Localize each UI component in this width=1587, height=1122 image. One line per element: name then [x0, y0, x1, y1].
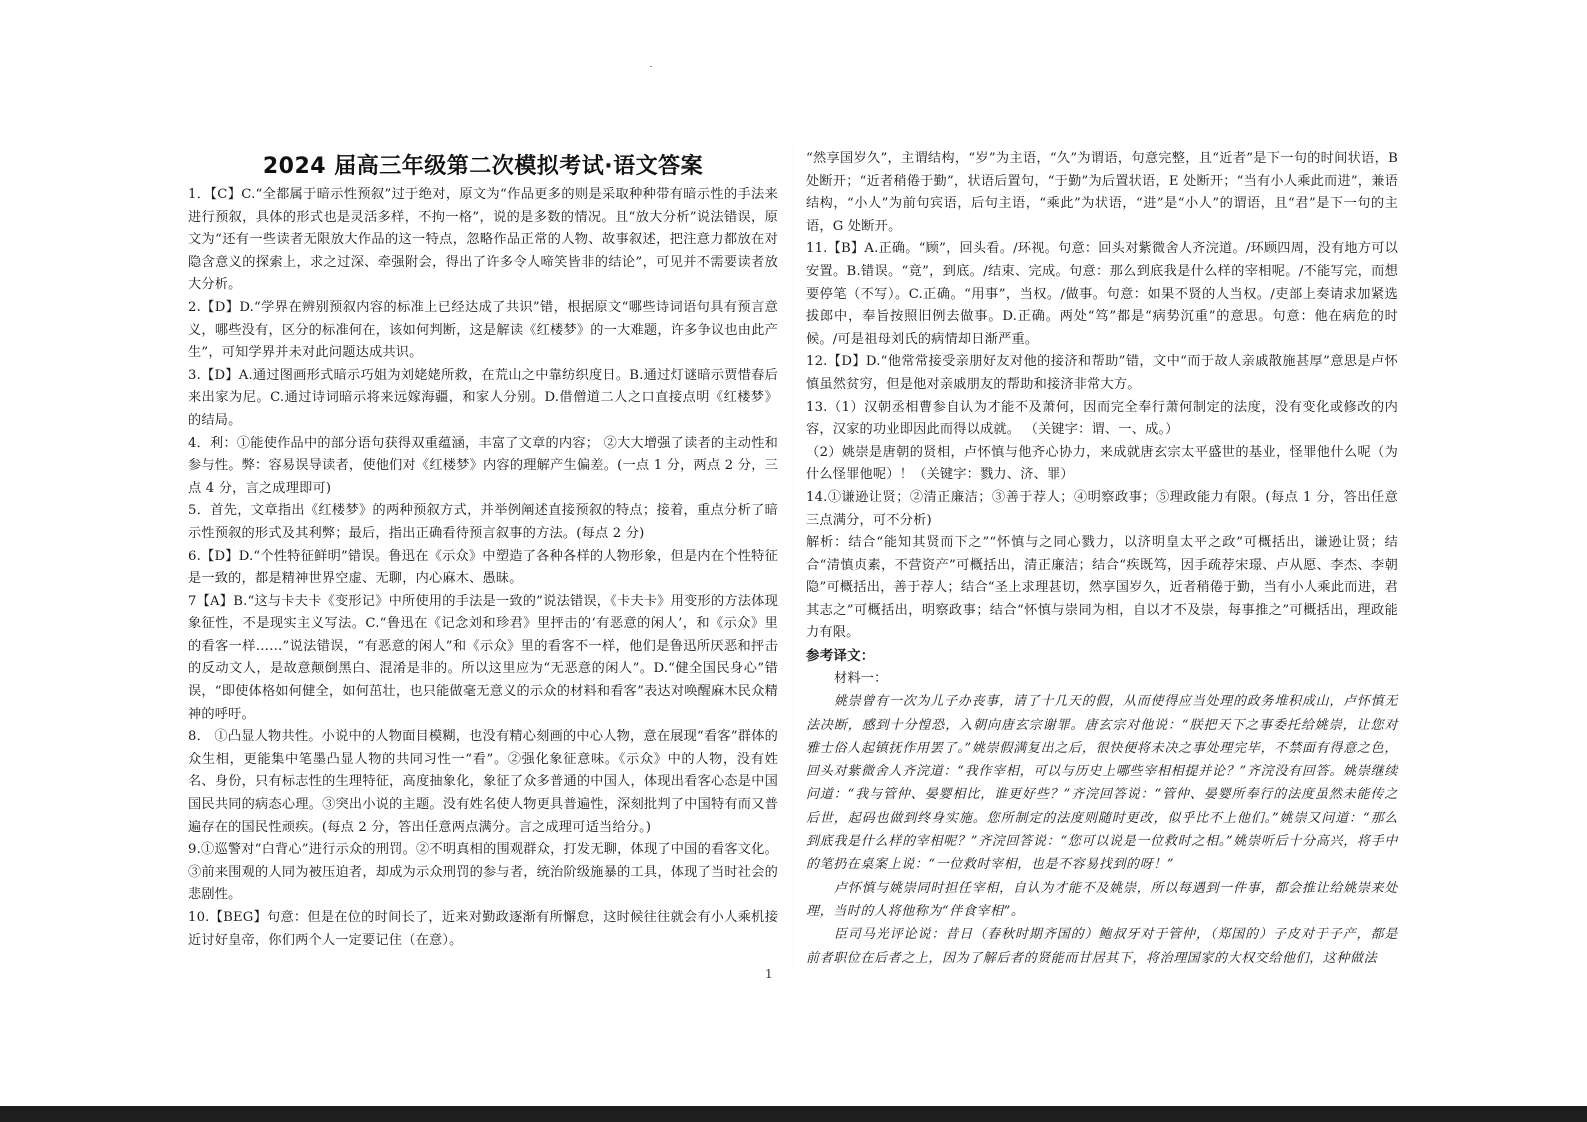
scan-bottom-edge: [0, 1106, 1587, 1122]
material-one-heading: 材料一：: [834, 670, 888, 686]
translation-paragraph: 卢怀慎与姚崇同时担任宰相，自认为才能不及姚崇，所以每遇到一件事，都会推让给姚崇来处理，当时的人将他称为“伴食宰相”。: [806, 880, 1398, 919]
page-number: 1: [765, 967, 773, 981]
answer-13-part-2: （2）姚崇是唐朝的贤相，卢怀慎与他齐心协力，来成就唐玄宗太平盛世的基业，怪罪他什么呢（为什么怪罪他呢）！（关键字：戮力、济、罪）: [806, 444, 1398, 483]
answer-9: 9.①巡警对“白背心”进行示众的刑罚。②不明真相的围观群众，打发无聊，体现了中国的看客文化。③前来围观的人同为被压迫者，却成为示众刑罚的参与者，统治阶级施暴的工具，体现了当时社会的悲剧性。: [188, 842, 778, 903]
answer-14: 14.①谦逊让贤；②清正廉洁；③善于荐人；④明察政事；⑤理政能力有限。(每点 1 分，答出任意三点满分，可不分析): [806, 489, 1398, 528]
translation-paragraph: 姚崇曾有一次为儿子办丧事，请了十几天的假，从而使得应当处理的政务堆积成山，卢怀慎无法决断，感到十分惶恐，入朝向唐玄宗谢罪。唐玄宗对他说：“朕把天下之事委托给姚崇，让您对雅士俗人起镇抚作用罢了。”姚崇假满复出之后，很快便将未决之事处理完毕，不禁面有得意之色，回头对紫微舍人齐浣道：“我作宰相，可以与历史上哪些宰相相提并论？”齐浣没有回答。姚崇继续问道：“我与管仲、晏婴相比，谁更好些？”齐浣回答说：“管仲、晏婴所奉行的法度虽然未能传之后世，起码也做到终身实施。您所制定的法度则随时更改，似乎比不上他们。”姚崇又问道：“那么到底我是什么样的宰相呢？”齐浣回答说：“您可以说是一位救时之相。”姚崇听后十分高兴，将手中的笔扔在桌案上说：“一位救时宰相，也是不容易找到的呀！”: [806, 694, 1398, 873]
answer-3: 3.【D】A.通过图画形式暗示巧姐为刘姥姥所救，在荒山之中靠纺织度日。B.通过灯谜暗示贾惜春后来出家为尼。C.通过诗词暗示将来远嫁海疆，和家人分别。D.借僧道二人之口直接点明《红楼梦》的结局。: [188, 367, 778, 428]
scan-speck: [650, 66, 652, 67]
answer-8: 8． ①凸显人物共性。小说中的人物面目模糊，也没有精心刻画的中心人物，意在展现“看客”群体的众生相，更能集中笔墨凸显人物的共同习性一“看”。②强化象征意味。《示众》中的人物，没有姓名、身份，只有标志性的生理特征，高度抽象化，象征了众多普通的中国人，体现出看客心态是中国国民共同的病态心理。③突出小说的主题。没有姓名使人物更具普遍性，深刻批判了中国特有而又普遍存在的国民性顽疾。(每点 2 分，答出任意两点满分。言之成理可适当给分。): [188, 729, 778, 835]
page-title: 2024 届高三年级第二次模拟考试·语文答案: [262, 154, 704, 179]
answer-13-part-1: 13.（1）汉朝丞相曹参自认为才能不及萧何，因而完全奉行萧何制定的法度，没有变化或修改的内容，汉家的功业即因此而得以成就。 （关键字：谓、一、成。）: [806, 399, 1398, 438]
answer-14-analysis: 解析：结合“能知其贤而下之”“怀慎与之同心戮力，以济明皇太平之政”可概括出，谦逊让贤；结合“清慎贞素，不营资产”可概括出，清正廉洁；结合“疾既笃，因手疏荐宋璟、卢从愿、李杰、李朝隐”可概括出，善于荐人；结合“圣上求理甚切，然享国岁久，近者稍倦于勤，当有小人乘此而进，君其志之”可概括出，明察政事；结合“怀慎与崇同为相，自以才不及崇，每事推之”可概括出，理政能力有限。: [806, 535, 1398, 641]
answer-7: 7【A】B.“这与卡夫卡《变形记》中所使用的手法是一致的”说法错误，《卡夫卡》用变形的方法体现象征性，不是现实主义写法。C.“鲁迅在《记念刘和珍君》里抨击的‘有恶意的闲人’，和《示众》里的看客一样……”说法错误，“有恶意的闲人”和《示众》里的看客不一样，他们是鲁迅所厌恶和抨击的反动文人，是故意颠倒黑白、混淆是非的。所以这里应为“无恶意的闲人”。D.“健全国民身心”错误，“即使体格如何健全，如何茁壮，也只能做毫无意义的示众的材料和看客”表达对唤醒麻木民众精神的呼吁。: [188, 593, 778, 722]
answer-10: 10.【BEG】句意：但是在位的时间长了，近来对勤政逐渐有所懈怠，这时候往往就会有小人乘机接近讨好皇帝，你们两个人一定要记住（在意）。: [188, 910, 778, 948]
left-column: [188, 148, 778, 952]
answer-10-continued: “然享国岁久”，主谓结构，“岁”为主语，“久”为谓语，句意完整，且“近者”是下一句的时间状语，B 处断开；“近者稍倦于勤”，状语后置句，“于勤”为后置状语，E 处断开；“当有小人乘此而进”，兼语结构，“小人”为前句宾语，后句主语，“乘此”为状语，“进”是“小人”的谓语，且“君”是下一句的主语，G 处断开。: [806, 151, 1398, 234]
translation-paragraph: 臣司马光评论说：昔日（春秋时期齐国的）鲍叔牙对于管仲，（郑国的）子皮对于子产，都是前者职位在后者之上，因为了解后者的贤能而甘居其下，将治理国家的大权交给他们，这种做法: [806, 927, 1398, 966]
answer-2: 2.【D】D.“学界在辨别预叙内容的标准上已经达成了共识”错，根据原文“哪些诗词语句具有预言意义，哪些没有，区分的标准何在，该如何判断，这是解读《红楼梦》的一大难题，许多争议也由此产生”，可知学界并未对此问题达成共识。: [188, 299, 778, 361]
right-column: [806, 148, 1398, 970]
answer-6: 6.【D】D.“个性特征鲜明”错误。鲁迅在《示众》中塑造了各种各样的人物形象，但是内在个性特征是一致的，都是精神世界空虚、无聊，内心麻木、愚昧。: [188, 548, 778, 587]
answer-11: 11.【B】A.正确。“顾”，回头看。/环视。句意：回头对紫微舍人齐浣道。/环顾四周，没有地方可以安置。B.错误。“竟”，到底。/结束、完成。句意：那么到底我是什么样的宰相呢。/不能写完，而想要停笔（不写）。C.正确。“用事”，当权。/做事。句意：如果不贤的人当权。/吏部上奏请求加紧选拔郎中，奉旨按照旧例去做事。D.正确。两处“笃”都是“病势沉重”的意思。句意：他在病危的时候。/可是祖母刘氏的病情却日渐严重。: [806, 241, 1398, 347]
column-gutter: [792, 140, 793, 970]
answer-4: 4．利：①能使作品中的部分语句获得双重蕴涵，丰富了文章的内容； ②大大增强了读者的主动性和参与性。弊：容易误导读者，使他们对《红楼梦》内容的理解产生偏差。(一点 1 分，两点 2 分，三点 4 分，言之成理即可): [188, 435, 778, 496]
reference-translation-heading: 参考译文：: [806, 648, 875, 665]
answer-1: 1．【C】C.“全都属于暗示性预叙”过于绝对，原文为“作品更多的则是采取种种带有暗示性的手法来进行预叙，具体的形式也是灵活多样，不拘一格”，说的是多数的情况。且“放大分析”说法错误，原文为“还有一些读者无限放大作品的这一特点，忽略作品正常的人物、故事叙述，把注意力都放在对隐含意义的探索上，求之过深、牵强附会，得出了许多令人啼笑皆非的结论”，可见并不需要读者放大分析。: [188, 187, 778, 293]
answer-12: 12.【D】D.“他常常接受亲朋好友对他的接济和帮助”错，文中“而于故人亲戚散施甚厚”意思是卢怀慎虽然贫穷，但是他对亲戚朋友的帮助和接济非常大方。: [806, 354, 1398, 392]
answer-5: 5．首先，文章指出《红楼梦》的两种预叙方式，并举例阐述直接预叙的特点；接着，重点分析了暗示性预叙的形式及其利弊；最后，指出正确看待预言叙事的方法。(每点 2 分): [188, 503, 778, 541]
